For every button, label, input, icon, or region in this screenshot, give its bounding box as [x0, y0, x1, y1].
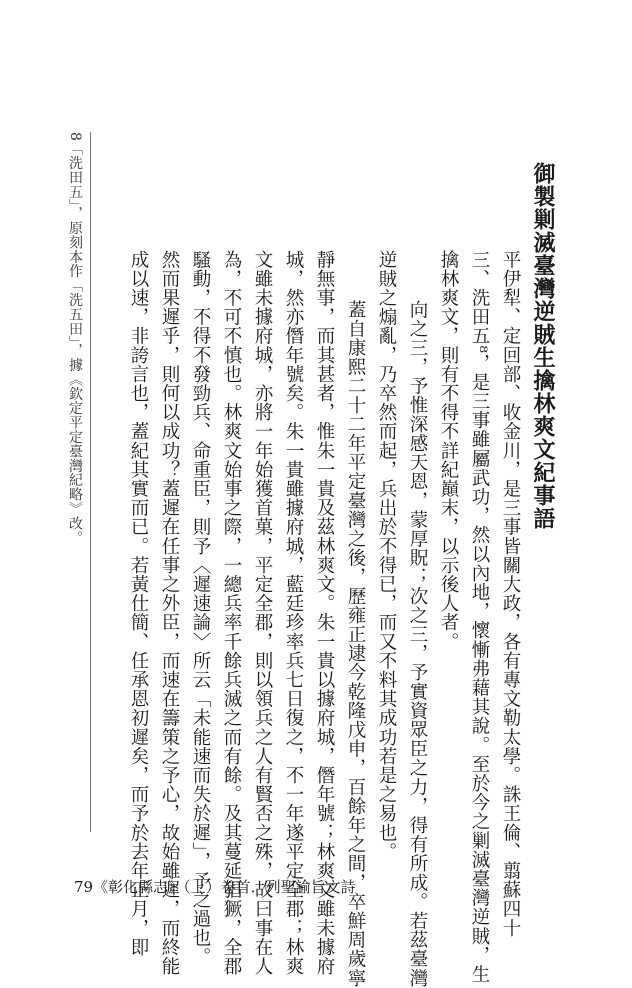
text-column-4: 向之三，予惟深感天恩，蒙厚貺；次之三，予實資眾臣之力，得有所成。若茲臺灣 [407, 300, 428, 988]
text-column-3: 擒林爽文，則有不得不詳紀巔末，以示後人者。 [438, 250, 459, 652]
footnote-divider [90, 132, 91, 832]
page-footer: 79《彰化縣志》（上）卷首．列聖諭旨文詩 [74, 878, 356, 896]
text-column-6: 蓋自康熙二十二年平定臺灣之後，歷雍正逮今乾隆戊申，百餘年之間，卒鮮周歲寧 [345, 300, 366, 988]
text-column-8: 城，然亦僭年號矣。朱一貴雖據府城，藍廷珍率兵七日復之，不一年遂平定全郡；林爽 [283, 250, 304, 976]
text-column-10: 為，不可不慎也。林爽文始事之際，一總兵率千餘兵滅之而有餘。及其蔓延猖獗，全郡 [221, 250, 242, 976]
text-column-12: 然而果遲乎，則何以成功？蓋遲在任事之外臣，而速在籌策之予心，故始雖遲，而終能 [159, 250, 180, 976]
text-column-2: 三、洗田五⁸，是三事雖屬武功，然以內地，懷慚弗藉其說。至於今之剿滅臺灣逆賊，生 [469, 250, 490, 984]
text-column-9: 文雖未據府城，亦將一年始獲首菓，平定全郡，則以領兵之人有賢否之殊，故曰事在人 [252, 250, 273, 976]
article-title: 御製剿滅臺灣逆賊生擒林爽文紀事語 [530, 162, 556, 530]
footnote: 8「洗田五」，原刻本作「洗五田」，據《欽定平定臺灣紀略》改。 [67, 132, 83, 545]
text-column-1: 平伊犁、定回部、收金川，是三事皆關大政，各有專文勒太學。誅王倫、翦蘇四十 [500, 250, 521, 938]
text-column-11: 騷動，不得不發勁兵、命重臣，則予〈遲速論〉所云「未能速而失於遲」，予之過也。 [190, 250, 211, 967]
text-column-5: 逆賊之煽亂，乃卒然而起，兵出於不得已，而又不料其成功若是之易也。 [376, 250, 397, 862]
text-column-13: 成以速，非誇言也，蓋紀其實而已。若黃仕簡、任承恩初遲矣，而予於去年正月，即 [128, 250, 149, 957]
text-column-7: 靜無事，而其甚者，惟朱一貴及茲林爽文。朱一貴以據府城，僭年號；林爽文雖未據府 [314, 250, 335, 976]
